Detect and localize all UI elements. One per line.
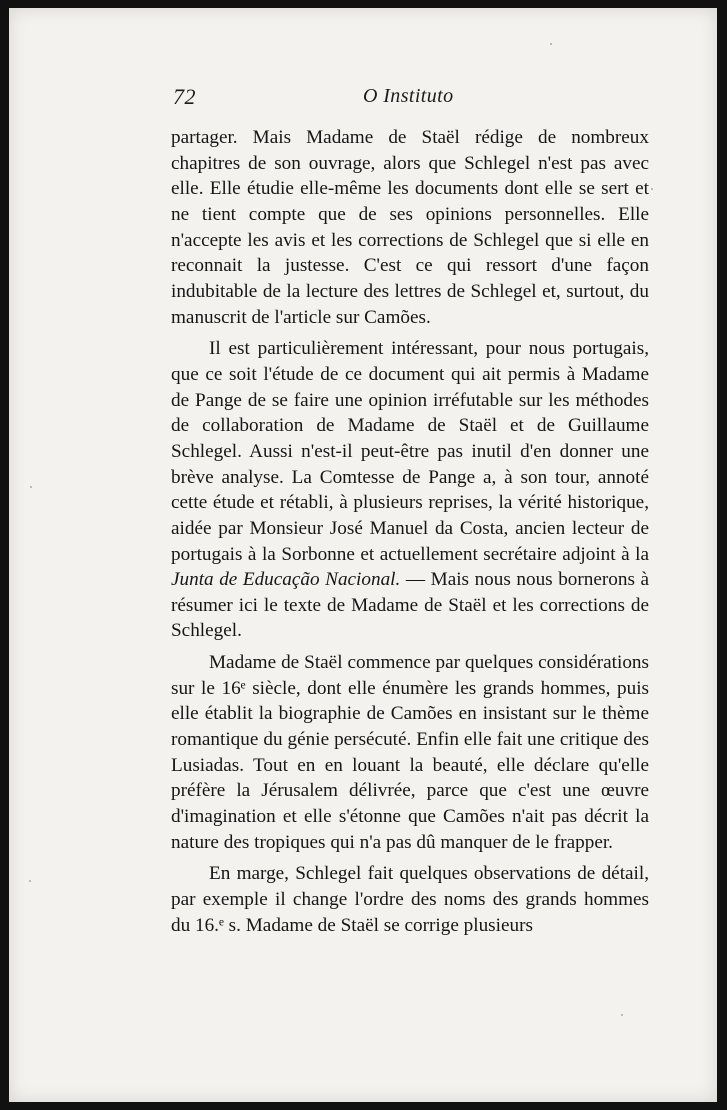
body-text: [171, 125, 649, 938]
scan-speck: [29, 880, 31, 882]
paragraph-2: [171, 336, 649, 644]
page-number: 72: [173, 84, 196, 109]
paragraph-2-text: Il est particulièrement intéressant, pour nous portugais, que ce soit l'étude de ce document qui ait permis à Madame de Pange de se faire une opinion irréfutable sur les méthodes de collaboration de Madame de Staël et de Guillaume Schlegel. Aussi n'est-il peut-être pas inutil d'en donner une brève analyse. La Comtesse de Pange a, à son tour, annoté cette étude et rétabli, à plusieurs reprises, la vérité historique, aidée par Monsieur José Manuel da Costa, ancien lecteur de portugais à la Sorbonne et actuellement secrétaire adjoint à la: [171, 338, 649, 565]
paragraph-1: partager. Mais Madame de Staël rédige de nombreux chapitres de son ouvrage, alors que Schlegel n'est pas avec elle. Elle étudie elle-même les documents dont elle se sert et ne tient compte que de ses opinions personnelles. Elle n'accepte les avis et les corrections de Schlegel que si elle en reconnait la justesse. C'est ce qui ressort d'une façon indubitable de la lecture des lettres de Schlegel et, surtout, du manuscrit de l'article sur Camões.: [171, 127, 649, 328]
page-header: [9, 84, 717, 114]
scan-speck: [621, 1014, 623, 1016]
scan-speck: [30, 486, 32, 488]
scan-speck: [550, 43, 552, 45]
running-head: O Instituto: [363, 85, 454, 107]
paragraph-3: Madame de Staël commence par quelques considérations sur le 16ᵉ siècle, dont elle énumère les grands hommes, puis elle établit la biographie de Camões en insistant sur le thème romantique du génie persécuté. Enfin elle fait une critique des Lusiadas. Tout en en louant la beauté, elle déclare qu'elle préfère la Jérusalem délivrée, parce que c'est une œuvre d'imagination et elle s'étonne que Camões n'ait pas décrit la nature des tropiques qui n'a pas dû manquer de le frapper.: [171, 652, 649, 853]
paragraph-2-ending: — Mais nous nous bornerons à résumer ici le texte de Madame de Staël et les corrections de Schlegel.: [171, 569, 650, 642]
page-sheet: [9, 8, 717, 1102]
institution-name: Junta de Educação Nacional.: [171, 569, 401, 591]
scan-speck: [651, 188, 653, 190]
paragraph-4: En marge, Schlegel fait quelques observations de détail, par exemple il change l'ordre des noms des grands hommes du 16.ᵉ s. Madame de Staël se corrige plusieurs: [171, 863, 649, 936]
